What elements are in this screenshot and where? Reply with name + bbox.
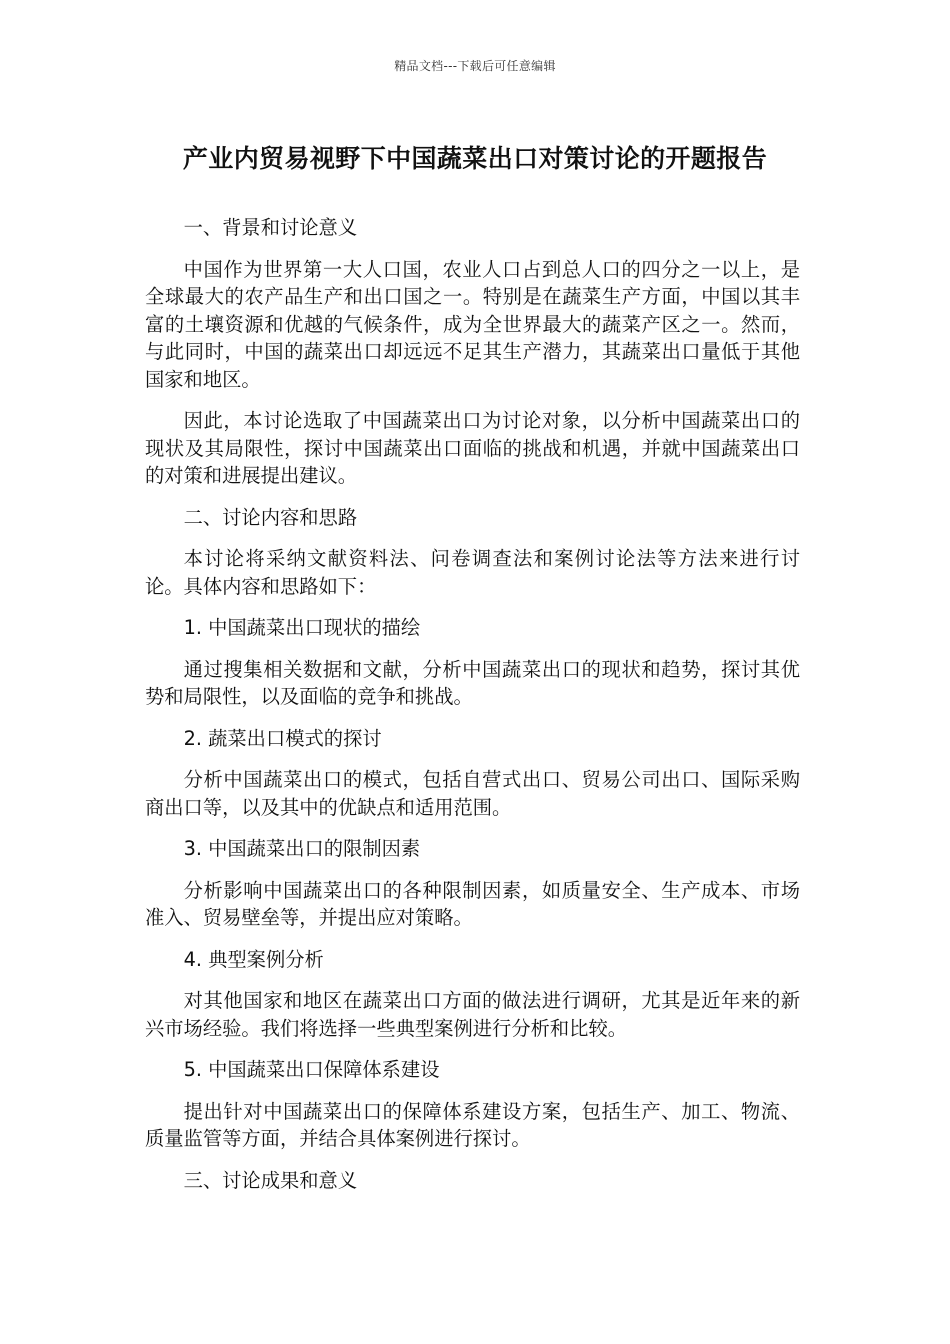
document-body	[145, 214, 800, 1208]
subheading-1: 1. 中国蔬菜出口现状的描绘	[183, 616, 421, 639]
paragraph-methods: 本讨论将采纳文献资料法、问卷调查法和案例讨论法等方法来进行讨论。具体内容和思路如下：	[145, 547, 800, 598]
header-note: 精品文档---下载后可任意编辑	[394, 59, 556, 73]
subheading-4: 4. 典型案例分析	[183, 947, 324, 971]
section-heading-results: 三、讨论成果和意义	[183, 1168, 358, 1192]
paragraph-4: 对其他国家和地区在蔬菜出口方面的做法进行调研，尤其是近年来的新兴市场经验。我们将选择一些典型案例进行分析和比较。	[145, 989, 800, 1040]
paragraph-background-1: 中国作为世界第一大人口国，农业人口占到总人口的四分之一以上，是全球最大的农产品生产和出口国之一。特别是在蔬菜生产方面，中国以其丰富的土壤资源和优越的气候条件，成为全世界最大的蔬菜产区之一。然而，与此同时，中国的蔬菜出口却远远不足其生产潜力，其蔬菜出口量低于其他国家和地区。	[145, 257, 800, 391]
subheading-2: 2. 蔬菜出口模式的探讨	[183, 726, 382, 750]
paragraph-background-2: 因此，本讨论选取了中国蔬菜出口为讨论对象，以分析中国蔬菜出口的现状及其局限性，探讨中国蔬菜出口面临的挑战和机遇，并就中国蔬菜出口的对策和进展提出建议。	[145, 409, 800, 487]
section-heading-background: 一、背景和讨论意义	[183, 216, 358, 239]
subheading-5: 5. 中国蔬菜出口保障体系建设	[183, 1058, 440, 1081]
paragraph-1: 通过搜集相关数据和文献，分析中国蔬菜出口的现状和趋势，探讨其优势和局限性，以及面临的竞争和挑战。	[145, 657, 800, 708]
paragraph-3: 分析影响中国蔬菜出口的各种限制因素，如质量安全、生产成本、市场准入、贸易壁垒等，并提出应对策略。	[145, 878, 800, 929]
subheading-3: 3. 中国蔬菜出口的限制因素	[183, 837, 421, 860]
section-heading-content: 二、讨论内容和思路	[183, 505, 358, 529]
document-title: 产业内贸易视野下中国蔬菜出口对策讨论的开题报告	[182, 144, 768, 173]
paragraph-2: 分析中国蔬菜出口的模式，包括自营式出口、贸易公司出口、国际采购商出口等，以及其中的优缺点和适用范围。	[145, 768, 800, 819]
paragraph-5: 提出针对中国蔬菜出口的保障体系建设方案，包括生产、加工、物流、质量监管等方面，并结合具体案例进行探讨。	[145, 1099, 800, 1150]
